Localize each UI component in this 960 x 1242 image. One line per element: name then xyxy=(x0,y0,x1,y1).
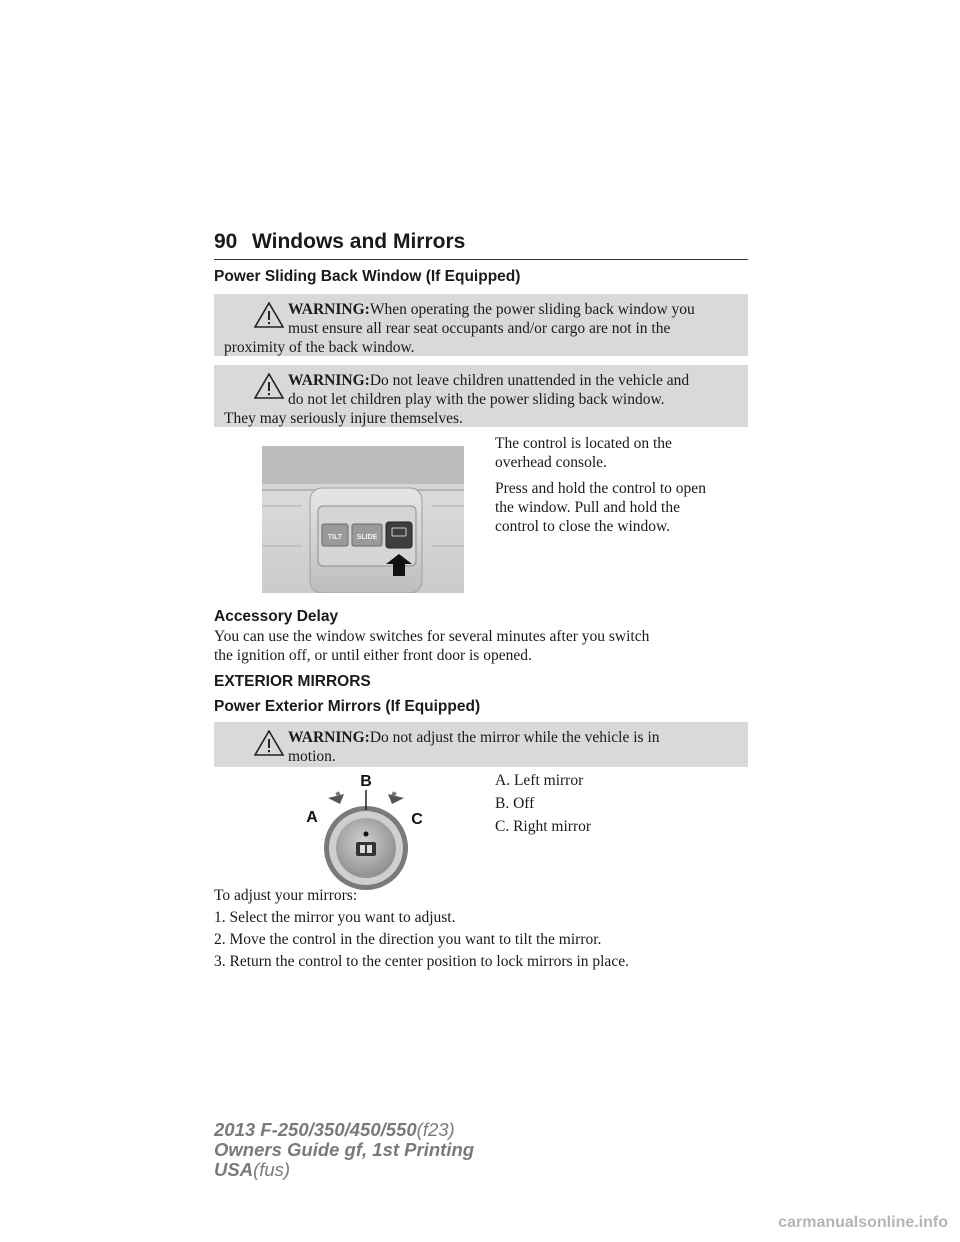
footer-line-3 xyxy=(214,1160,290,1180)
warning-triangle-icon xyxy=(254,302,284,328)
warning-2-line-1 xyxy=(244,371,738,390)
warning-3-line-1 xyxy=(244,728,738,747)
warning-box-3 xyxy=(214,722,748,767)
steps-intro: To adjust your mirrors: xyxy=(214,887,358,904)
left-arrow-icon xyxy=(328,791,344,804)
footer-model: 2013 F-250/350/450/550 xyxy=(214,1119,417,1140)
para-line: the window. Pull and hold the xyxy=(495,499,680,516)
mirror-steps xyxy=(214,886,754,971)
watermark: carmanualsonline.info xyxy=(778,1214,948,1231)
page-title: Windows and Mirrors xyxy=(252,230,466,253)
warning-label: WARNING: xyxy=(288,372,370,389)
mirror-control-diagram xyxy=(300,772,440,892)
warning-1-line-1 xyxy=(244,300,738,319)
label-c: C xyxy=(411,811,423,828)
legend-item: B. Off xyxy=(495,795,535,812)
label-a: A xyxy=(306,809,318,826)
step-item: 2. Move the control in the direction you want to tilt the mirror. xyxy=(214,931,602,948)
para-line: Press and hold the control to open xyxy=(495,480,706,497)
footer-market-code: (fus) xyxy=(253,1159,291,1180)
legend-item: A. Left mirror xyxy=(495,772,584,789)
step-item: 3. Return the control to the center position to lock mirrors in place. xyxy=(214,953,629,970)
warning-1-line-3: proximity of the back window. xyxy=(224,339,415,356)
overhead-console-illustration xyxy=(262,446,464,593)
para-line: The control is located on the xyxy=(495,435,672,452)
warning-box-2 xyxy=(214,365,748,427)
page-number: 90 xyxy=(214,230,238,253)
label-b: B xyxy=(360,773,372,790)
warning-triangle-icon xyxy=(254,730,284,756)
overhead-console-photo xyxy=(262,446,464,593)
mirror-legend xyxy=(495,771,748,836)
footer-line-1 xyxy=(214,1120,455,1140)
warning-box-1 xyxy=(214,294,748,356)
accessory-delay-text xyxy=(214,627,754,665)
warning-1-text-1: When operating the power sliding back window you xyxy=(369,301,695,318)
para-line: control to close the window. xyxy=(495,518,671,535)
warning-2-line-2: do not let children play with the power sliding back window. xyxy=(288,391,665,408)
right-arrow-icon xyxy=(388,791,404,804)
slide-button-label: SLIDE xyxy=(356,534,378,541)
step-item: 1. Select the mirror you want to adjust. xyxy=(214,909,456,926)
warning-3-text-1: Do not adjust the mirror while the vehicle is in xyxy=(369,729,660,746)
footer-model-code: (f23) xyxy=(416,1119,455,1140)
section-heading-sliding-window: Power Sliding Back Window (If Equipped) xyxy=(214,268,521,285)
warning-triangle-icon xyxy=(254,373,284,399)
warning-1-line-2: must ensure all rear seat occupants and/or cargo are not in the xyxy=(288,320,671,337)
para-line: overhead console. xyxy=(495,454,607,471)
sliding-window-instructions xyxy=(495,434,748,536)
legend-item: C. Right mirror xyxy=(495,818,592,835)
warning-2-line-3: They may seriously injure themselves. xyxy=(224,410,463,427)
section-heading-accessory-delay: Accessory Delay xyxy=(214,608,339,625)
para-line: the ignition off, or until either front door is opened. xyxy=(214,647,532,664)
footer-line-2: Owners Guide gf, 1st Printing xyxy=(214,1139,475,1160)
header-rule xyxy=(214,259,748,260)
para-line: You can use the window switches for several minutes after you switch xyxy=(214,628,650,645)
warning-3-line-2: motion. xyxy=(288,748,336,765)
tilt-button-label: TILT xyxy=(327,534,343,541)
warning-2-text-1: Do not leave children unattended in the vehicle and xyxy=(369,372,690,389)
section-heading-exterior-mirrors: EXTERIOR MIRRORS xyxy=(214,673,371,690)
warning-label: WARNING: xyxy=(288,729,370,746)
subsection-heading-power-mirrors: Power Exterior Mirrors (If Equipped) xyxy=(214,698,481,715)
warning-label: WARNING: xyxy=(288,301,370,318)
footer-market: USA xyxy=(214,1159,254,1180)
